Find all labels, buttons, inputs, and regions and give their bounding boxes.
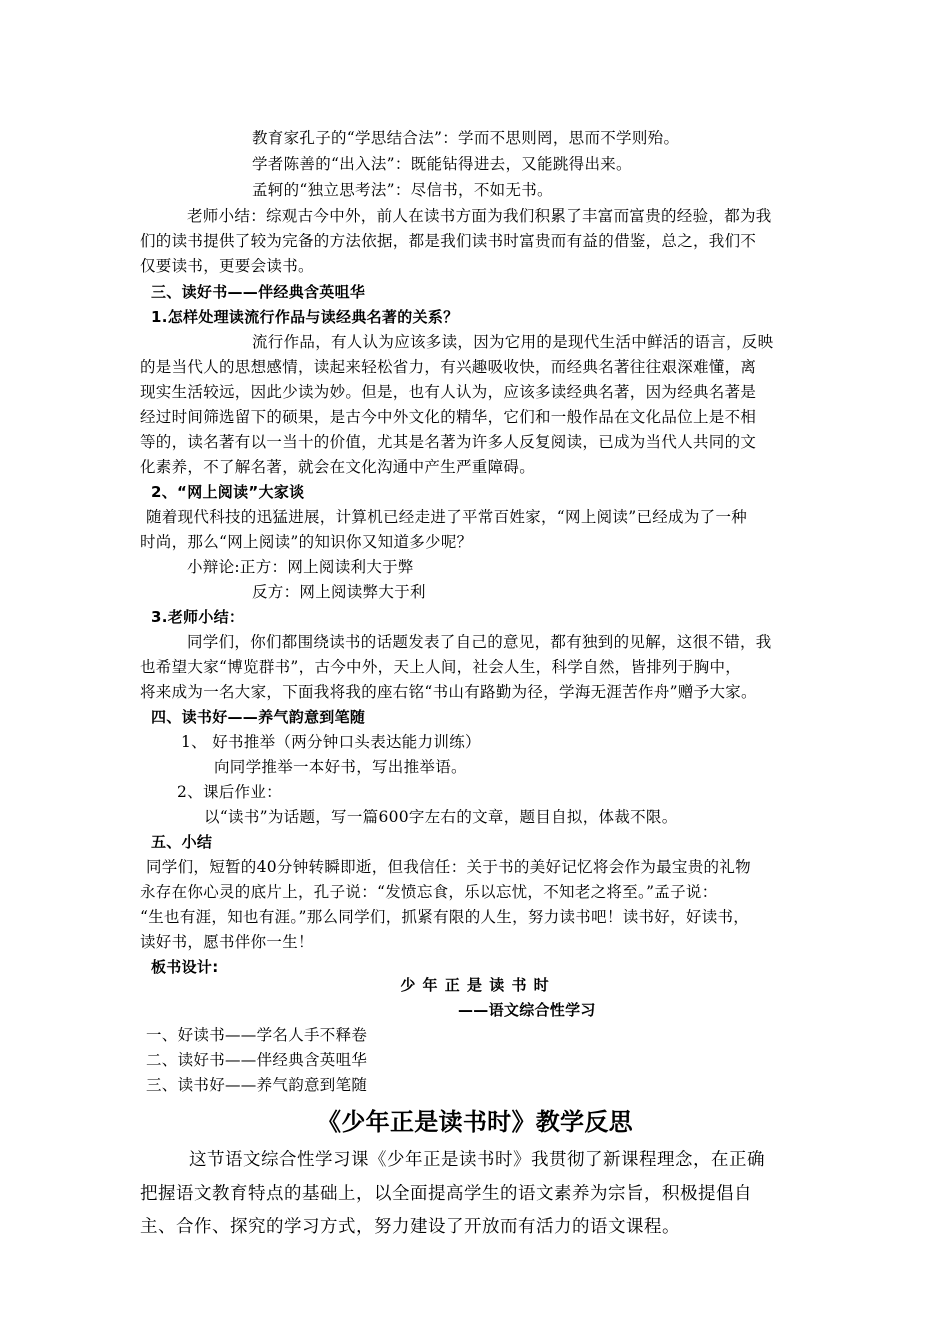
reflection-line: 这节语文综合性学习课《少年正是读书时》我贯彻了新课程理念，在正确 bbox=[189, 1150, 765, 1170]
method-line: 学者陈善的“出入法”：既能钻得进去，又能跳得出来。 bbox=[252, 155, 632, 173]
paragraph-line: 永存在你心灵的底片上，孔子说：“发愤忘食，乐以忘忧，不知老之将至。”孟子说： bbox=[140, 883, 718, 901]
paragraph-line: 老师小结：综观古今中外，前人在读书方面为我们积累了丰富而富贵的经验，都为我 bbox=[187, 207, 772, 225]
paragraph-line: 同学们，短暂的40分钟转瞬即逝，但我信任：关于书的美好记忆将会作为最宝贵的礼物 bbox=[146, 858, 751, 876]
subheading: 1.怎样处理读流行作品与读经典名著的关系？ bbox=[151, 308, 459, 326]
board-item: 三、读书好——养气韵意到笔随 bbox=[146, 1076, 368, 1094]
paragraph-line: 同学们，你们都围绕读书的话题发表了自己的意见，都有独到的见解，这很不错，我 bbox=[187, 633, 772, 651]
section-heading: 三、读好书——伴经典含英咀华 bbox=[151, 283, 366, 301]
reflection-line: 主、合作、探究的学习方式，努力建设了开放而有活力的语文课程。 bbox=[140, 1217, 680, 1237]
paragraph-line: 向同学推举一本好书，写出推举语。 bbox=[214, 758, 467, 776]
board-subtitle: ——语文综合性学习 bbox=[458, 1001, 596, 1019]
paragraph-line: 也希望大家“博览群书”，古今中外，天上人间，社会人生，科学自然，皆排列于胸中， bbox=[140, 658, 742, 676]
reflection-title: 《少年正是读书时》教学反思 bbox=[317, 1108, 633, 1136]
paragraph-line: 以“读书”为话题，写一篇600字左右的文章，题目自拟，体裁不限。 bbox=[204, 808, 678, 826]
list-item: 1、 好书推举（两分钟口头表达能力训练） bbox=[181, 733, 481, 751]
paragraph-line: 们的读书提供了较为完备的方法依据，都是我们读书时富贵而有益的借鉴，总之，我们不 bbox=[140, 232, 757, 250]
paragraph-line: 时尚，那么“网上阅读”的知识你又知道多少呢？ bbox=[140, 533, 473, 551]
section-heading: 五、小结 bbox=[151, 833, 213, 851]
board-heading: 板书设计: bbox=[151, 958, 219, 976]
reflection-line: 把握语文教育特点的基础上，以全面提高学生的语文素养为宗旨，积极提倡自 bbox=[140, 1184, 752, 1204]
board-title: 少 年 正 是 读 书 时 bbox=[400, 976, 550, 994]
paragraph-line: 现实生活较远，因此少读为妙。但是，也有人认为，应该多读经典名著，因为经典名著是 bbox=[140, 383, 757, 401]
paragraph-line: 等的，读名著有以一当十的价值，尤其是名著为许多人反复阅读，已成为当代人共同的文 bbox=[140, 433, 757, 451]
board-item: 二、读好书——伴经典含英咀华 bbox=[146, 1051, 368, 1069]
board-item: 一、好读书——学名人手不释卷 bbox=[146, 1026, 368, 1044]
paragraph-line: 流行作品，有人认为应该多读，因为它用的是现代生活中鲜活的语言，反映 bbox=[252, 333, 774, 351]
paragraph-line: 经过时间筛选留下的硕果，是古今中外文化的精华，它们和一般作品在文化品位上是不相 bbox=[140, 408, 757, 426]
method-line: 教育家孔子的“学思结合法”：学而不思则罔，思而不学则殆。 bbox=[252, 129, 680, 147]
paragraph-line: “生也有涯，知也有涯。”那么同学们，抓紧有限的人生，努力读书吧！读书好，好读书， bbox=[140, 908, 750, 926]
subheading: 2、“网上阅读”大家谈 bbox=[151, 483, 305, 501]
list-item: 2、课后作业： bbox=[177, 783, 282, 801]
debate-line: 小辩论:正方：网上阅读利大于弊 bbox=[187, 558, 414, 576]
paragraph-line: 将来成为一名大家，下面我将我的座右铭“书山有路勤为径，学海无涯苦作舟”赠予大家。 bbox=[140, 683, 757, 701]
section-heading: 四、读书好——养气韵意到笔随 bbox=[151, 708, 366, 726]
paragraph-line: 化素养，不了解名著，就会在文化沟通中产生严重障碍。 bbox=[140, 458, 536, 476]
paragraph-line: 随着现代科技的迅猛进展，计算机已经走进了平常百姓家，“网上阅读”已经成为了一种 bbox=[146, 508, 748, 526]
method-line: 孟轲的“独立思考法”：尽信书，不如无书。 bbox=[252, 181, 553, 199]
paragraph-line: 的是当代人的思想感情，读起来轻松省力，有兴趣吸收快，而经典名著往往艰深难懂，离 bbox=[140, 358, 757, 376]
paragraph-line: 仅要读书，更要会读书。 bbox=[140, 257, 314, 275]
debate-line: 反方：网上阅读弊大于利 bbox=[252, 583, 426, 601]
paragraph-line: 读好书，愿书伴你一生！ bbox=[140, 933, 314, 951]
subheading: 3.老师小结： bbox=[151, 608, 245, 626]
